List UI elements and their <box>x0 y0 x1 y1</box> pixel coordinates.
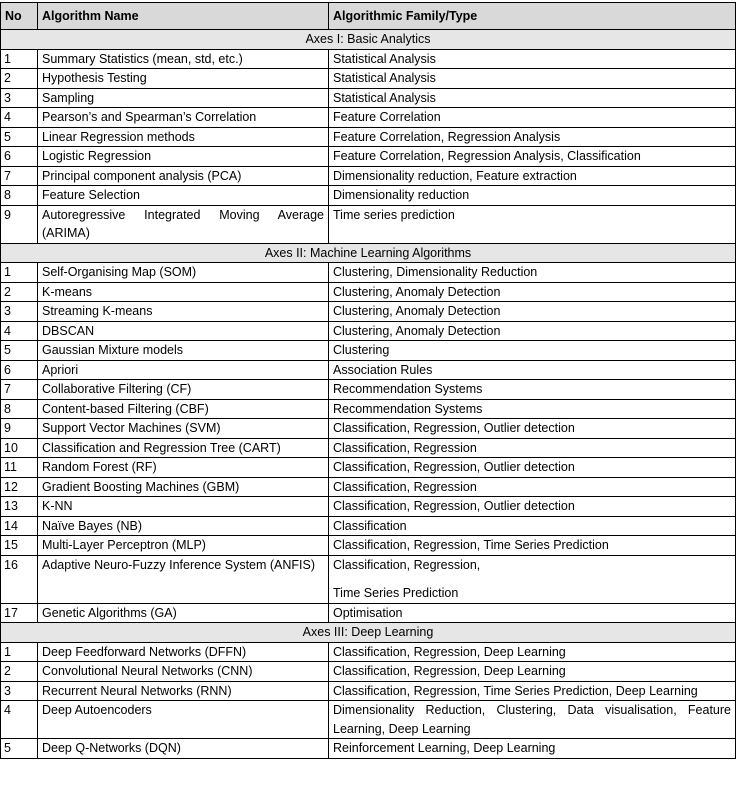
table-row <box>1 438 736 458</box>
header-no: No <box>1 3 38 30</box>
section-row-deep-learning <box>1 623 736 643</box>
table-row <box>1 399 736 419</box>
row-algorithm: Convolutional Neural Networks (CNN) <box>38 662 329 682</box>
row-family: Feature Correlation, Regression Analysis <box>329 127 736 147</box>
row-family: Optimisation <box>329 603 736 623</box>
row-no: 11 <box>1 458 38 478</box>
row-family: Dimensionality reduction, Feature extraction <box>329 166 736 186</box>
row-algorithm: Recurrent Neural Networks (RNN) <box>38 681 329 701</box>
row-no: 16 <box>1 555 38 603</box>
row-no: 2 <box>1 69 38 89</box>
table-row <box>1 321 736 341</box>
section-row-machine-learning <box>1 243 736 263</box>
table-row <box>1 662 736 682</box>
row-no: 13 <box>1 497 38 517</box>
table-row <box>1 49 736 69</box>
row-no: 3 <box>1 88 38 108</box>
row-family: Recommendation Systems <box>329 399 736 419</box>
row-no: 1 <box>1 49 38 69</box>
row-algorithm: Sampling <box>38 88 329 108</box>
table-row <box>1 477 736 497</box>
row-no: 7 <box>1 166 38 186</box>
row-family: Reinforcement Learning, Deep Learning <box>329 739 736 759</box>
row-algorithm: Support Vector Machines (SVM) <box>38 419 329 439</box>
table-row <box>1 739 736 759</box>
row-family: Clustering, Anomaly Detection <box>329 321 736 341</box>
table-row <box>1 186 736 206</box>
table-row <box>1 380 736 400</box>
row-family: Clustering <box>329 341 736 361</box>
row-algorithm: Gaussian Mixture models <box>38 341 329 361</box>
header-row <box>1 3 736 30</box>
table-row <box>1 302 736 322</box>
row-no: 2 <box>1 662 38 682</box>
row-algorithm: Naïve Bayes (NB) <box>38 516 329 536</box>
table-row <box>1 360 736 380</box>
row-family: Classification, Regression, Time Series Prediction, Deep Learning <box>329 681 736 701</box>
row-algorithm: Apriori <box>38 360 329 380</box>
table-row <box>1 536 736 556</box>
row-family: Statistical Analysis <box>329 49 736 69</box>
table-body <box>1 30 736 759</box>
row-algorithm: Random Forest (RF) <box>38 458 329 478</box>
row-no: 5 <box>1 341 38 361</box>
row-algorithm: Classification and Regression Tree (CART) <box>38 438 329 458</box>
table-row <box>1 127 736 147</box>
row-no: 9 <box>1 419 38 439</box>
row-no: 4 <box>1 701 38 739</box>
row-no: 3 <box>1 681 38 701</box>
table-row <box>1 555 736 603</box>
row-algorithm: Content-based Filtering (CBF) <box>38 399 329 419</box>
row-no: 1 <box>1 263 38 283</box>
row-family: Classification, Regression <box>329 438 736 458</box>
row-algorithm: Adaptive Neuro-Fuzzy Inference System (ANFIS) <box>38 555 329 603</box>
section-title: Axes II: Machine Learning Algorithms <box>1 243 736 263</box>
row-family: Recommendation Systems <box>329 380 736 400</box>
row-family: Time series prediction <box>329 205 736 243</box>
row-no: 17 <box>1 603 38 623</box>
row-family: Classification, Regression, Outlier detection <box>329 458 736 478</box>
row-family <box>329 555 736 603</box>
row-family: Clustering, Anomaly Detection <box>329 302 736 322</box>
section-title: Axes I: Basic Analytics <box>1 30 736 50</box>
row-no: 8 <box>1 399 38 419</box>
row-no: 9 <box>1 205 38 243</box>
row-family: Dimensionality Reduction, Clustering, Data visualisation, Feature Learning, Deep Learning <box>329 701 736 739</box>
row-family: Statistical Analysis <box>329 69 736 89</box>
row-family: Classification, Regression, Time Series Prediction <box>329 536 736 556</box>
row-algorithm: Pearson’s and Spearman’s Correlation <box>38 108 329 128</box>
table-row <box>1 166 736 186</box>
table-row <box>1 282 736 302</box>
table-row <box>1 458 736 478</box>
row-no: 4 <box>1 321 38 341</box>
table-row <box>1 205 736 243</box>
row-algorithm: DBSCAN <box>38 321 329 341</box>
row-family-gap <box>333 574 731 584</box>
row-algorithm: Hypothesis Testing <box>38 69 329 89</box>
table-row <box>1 88 736 108</box>
table-row <box>1 341 736 361</box>
section-title: Axes III: Deep Learning <box>1 623 736 643</box>
row-algorithm: Deep Feedforward Networks (DFFN) <box>38 642 329 662</box>
table-row <box>1 681 736 701</box>
row-algorithm: Summary Statistics (mean, std, etc.) <box>38 49 329 69</box>
row-algorithm: K-NN <box>38 497 329 517</box>
row-algorithm: Genetic Algorithms (GA) <box>38 603 329 623</box>
section-row-basic-analytics <box>1 30 736 50</box>
table-row <box>1 419 736 439</box>
row-no: 2 <box>1 282 38 302</box>
row-no: 10 <box>1 438 38 458</box>
row-family: Clustering, Anomaly Detection <box>329 282 736 302</box>
table-row <box>1 497 736 517</box>
table-row <box>1 108 736 128</box>
table-row <box>1 147 736 167</box>
row-family-line: Classification, Regression, <box>333 557 481 572</box>
row-no: 7 <box>1 380 38 400</box>
row-algorithm: Autoregressive Integrated Moving Average (ARIMA) <box>38 205 329 243</box>
row-family: Classification <box>329 516 736 536</box>
row-algorithm: Linear Regression methods <box>38 127 329 147</box>
row-no: 3 <box>1 302 38 322</box>
row-no: 6 <box>1 147 38 167</box>
table-row <box>1 263 736 283</box>
table-row <box>1 516 736 536</box>
row-family: Clustering, Dimensionality Reduction <box>329 263 736 283</box>
row-family: Classification, Regression, Outlier detection <box>329 497 736 517</box>
row-family: Dimensionality reduction <box>329 186 736 206</box>
row-no: 5 <box>1 739 38 759</box>
row-family: Classification, Regression, Outlier detection <box>329 419 736 439</box>
row-algorithm: Deep Q-Networks (DQN) <box>38 739 329 759</box>
row-family: Feature Correlation, Regression Analysis, Classification <box>329 147 736 167</box>
table-row <box>1 642 736 662</box>
row-family: Association Rules <box>329 360 736 380</box>
header-algorithm-name: Algorithm Name <box>38 3 329 30</box>
row-family-line-cont: Time Series Prediction <box>333 586 459 600</box>
row-no: 5 <box>1 127 38 147</box>
row-no: 8 <box>1 186 38 206</box>
row-algorithm: Streaming K-means <box>38 302 329 322</box>
row-family: Classification, Regression, Deep Learning <box>329 642 736 662</box>
row-algorithm: K-means <box>38 282 329 302</box>
row-algorithm: Feature Selection <box>38 186 329 206</box>
algorithm-table <box>0 2 736 759</box>
row-no: 12 <box>1 477 38 497</box>
row-algorithm: Collaborative Filtering (CF) <box>38 380 329 400</box>
row-no: 15 <box>1 536 38 556</box>
table-row <box>1 69 736 89</box>
row-no: 6 <box>1 360 38 380</box>
table-row <box>1 603 736 623</box>
row-algorithm: Principal component analysis (PCA) <box>38 166 329 186</box>
row-algorithm: Deep Autoencoders <box>38 701 329 739</box>
row-algorithm: Self-Organising Map (SOM) <box>38 263 329 283</box>
row-family: Feature Correlation <box>329 108 736 128</box>
row-algorithm: Multi-Layer Perceptron (MLP) <box>38 536 329 556</box>
table-header <box>1 3 736 30</box>
row-family: Statistical Analysis <box>329 88 736 108</box>
row-no: 1 <box>1 642 38 662</box>
row-no: 14 <box>1 516 38 536</box>
header-algorithmic-family: Algorithmic Family/Type <box>329 3 736 30</box>
row-no: 4 <box>1 108 38 128</box>
table-row <box>1 701 736 739</box>
row-family: Classification, Regression, Deep Learning <box>329 662 736 682</box>
row-algorithm: Gradient Boosting Machines (GBM) <box>38 477 329 497</box>
row-algorithm: Logistic Regression <box>38 147 329 167</box>
row-family: Classification, Regression <box>329 477 736 497</box>
